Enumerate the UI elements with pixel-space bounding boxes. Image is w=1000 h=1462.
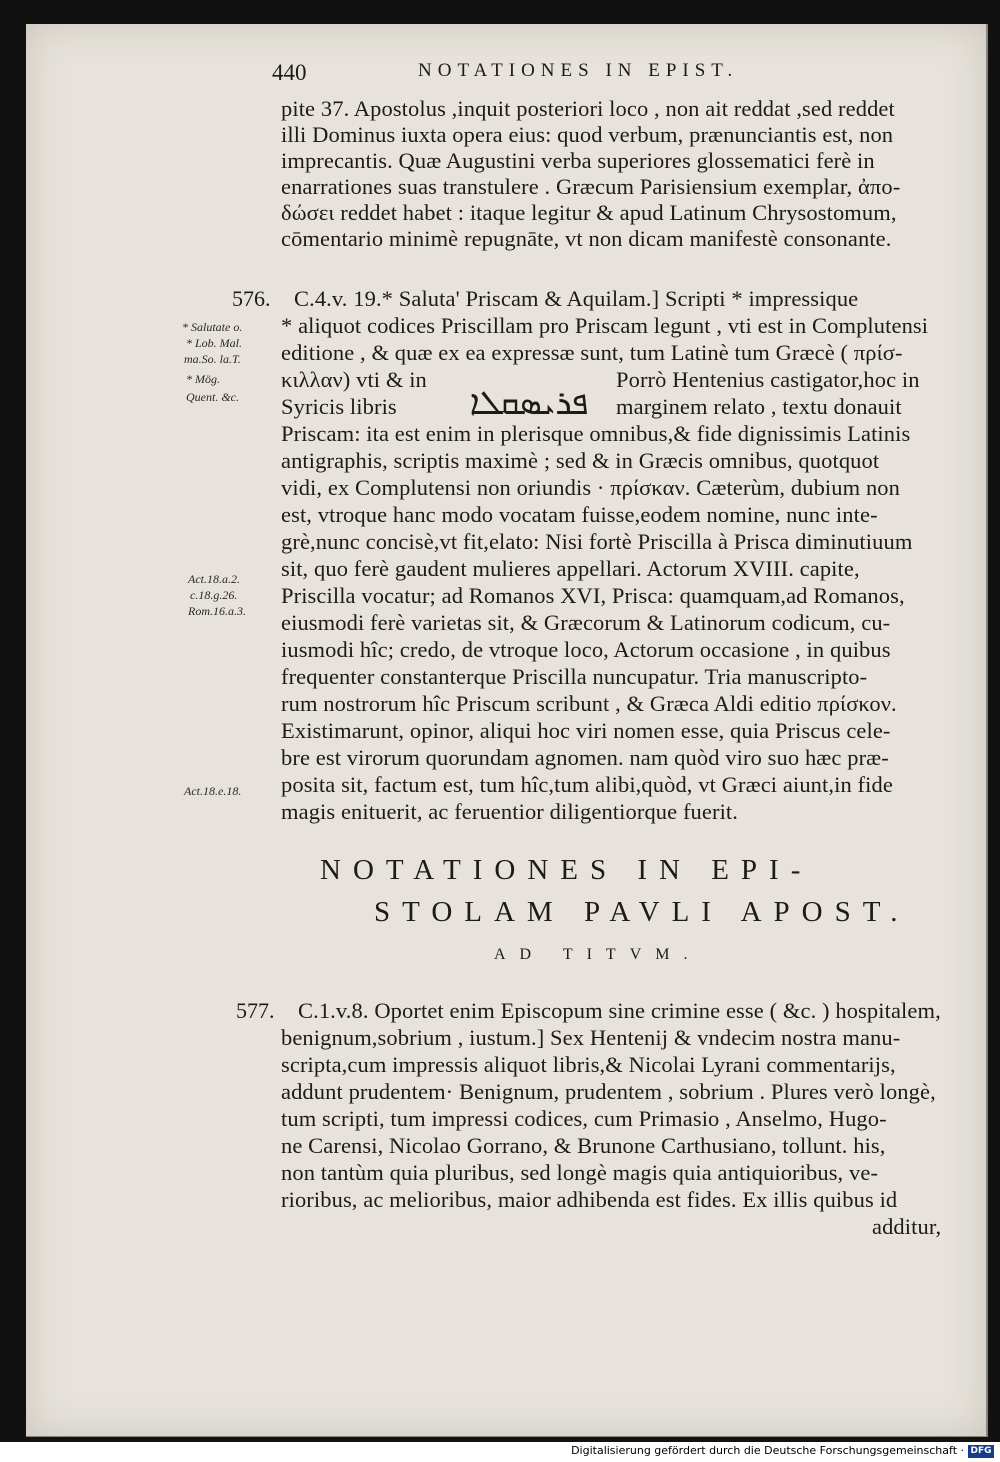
text-line: antigraphis, scriptis maximè ; sed & in Græcis omnibus, quotquot	[281, 448, 880, 473]
text-line: tum scripti, tum impressi codices, cum Primasio , Anselmo, Hugo-	[281, 1106, 887, 1131]
text-line: marginem relato , textu donauit	[616, 394, 902, 419]
marginal-note: ma.So. la.T.	[184, 352, 241, 366]
text-line: eiusmodi ferè varietas sit, & Græcorum & Latinorum codicum, cu-	[281, 610, 891, 635]
text-line: κιλλαν) vti & in	[281, 367, 427, 392]
text-line: Syricis libris	[281, 394, 397, 419]
text-line: * aliquot codices Priscillam pro Priscam legunt , vti est in Complutensi	[281, 313, 929, 338]
text-line: benignum,sobrium , iustum.] Sex Hentenij & vndecim nostra manu-	[281, 1025, 901, 1050]
marginal-note: * Salutate o.	[182, 320, 243, 334]
syriac-text: ܦܪܝܣܩܠܐ	[469, 383, 589, 423]
text-line: iusmodi hîc; credo, de vtroque loco, Actorum occasione , in quibus	[281, 637, 891, 662]
text-line: non tantùm quia pluribus, sed longè magis quia antiquioribus, ve-	[281, 1160, 879, 1185]
text-line: illi Dominus iuxta opera eius: quod verbum, prænunciantis est, non	[281, 122, 894, 147]
text-line: δώσει reddet habet : itaque legitur & apud Latinum Chrysostomum,	[281, 200, 897, 225]
book-page	[26, 24, 988, 1437]
text-line: Porrò Hentenius castigator,hoc in	[616, 367, 920, 392]
text-line: C.4.v. 19.* Saluta' Priscam & Aquilam.] Scripti * impressique	[294, 286, 859, 311]
text-line: addunt prudentem· Benignum, prudentem , sobrium . Plures verò longè,	[281, 1079, 936, 1104]
text-line: ne Carensi, Nicolao Gorrano, & Brunone Carthusiano, tollunt. his,	[281, 1133, 886, 1158]
marginal-note: Rom.16.a.3.	[188, 604, 246, 618]
note-number: 576.	[232, 286, 271, 311]
text-line: enarrationes suas transtulere . Græcum Parisiensium exemplar, ἀπο-	[281, 174, 901, 199]
text-line: C.1.v.8. Oportet enim Episcopum sine crimine esse ( &c. ) hospitalem,	[298, 998, 941, 1023]
text-line: rioribus, ac melioribus, maior adhibenda est fides. Ex illis quibus id	[281, 1187, 898, 1212]
text-line: imprecantis. Quæ Augustini verba superiores glossematici ferè in	[281, 148, 875, 173]
syriac-word	[439, 378, 619, 426]
marginal-note: Quent. &c.	[186, 390, 239, 404]
text-line: pite 37. Apostolus ,inquit posteriori loco , non ait reddat ,sed reddet	[281, 96, 895, 121]
text-line: editione , & quæ ex ea expressæ sunt, tum Latinè tum Græcè ( πρίσ-	[281, 340, 903, 365]
text-line: Priscilla vocatur; ad Romanos XVI, Prisca: quamquam,ad Romanos,	[281, 583, 905, 608]
running-title: NOTATIONES IN EPIST.	[418, 60, 739, 81]
text-line: frequenter constanterque Priscilla nuncupatur. Tria manuscripto-	[281, 664, 868, 689]
text-line: magis enituerit, ac feruentior diligentiorque fuerit.	[281, 799, 739, 824]
dfg-logo: DFG	[968, 1445, 994, 1458]
footer-bar	[0, 1442, 1000, 1462]
marginal-note: c.18.g.26.	[190, 588, 238, 602]
text-line: grè,nunc concisè,vt fit,elato: Nisi fortè Priscilla à Prisca diminutiuum	[281, 529, 913, 554]
text-line: posita sit, factum est, tum hîc,tum alibi,quòd, vt Græci aiunt,in fide	[281, 772, 893, 797]
text-line: vidi, ex Complutensi non oriundis · πρίσκαν. Cæterùm, dubium non	[281, 475, 901, 500]
text-line: scripta,cum impressis aliquot libris,& Nicolai Lyrani commentarijs,	[281, 1052, 896, 1077]
marginal-note: Act.18.e.18.	[184, 784, 242, 798]
marginal-note: * Mög.	[186, 372, 220, 386]
text-line: cōmentario minimè repugnāte, vt non dicam manifestè consonante.	[281, 226, 892, 251]
catchword: additur,	[872, 1214, 942, 1239]
marginal-note: Act.18.a.2.	[188, 572, 240, 586]
marginal-note: * Lob. Mal.	[186, 336, 243, 350]
text-line: Priscam: ita est enim in plerisque omnibus,& fide dignissimis Latinis	[281, 421, 911, 446]
section-heading: NOTATIONES IN EPI-	[320, 854, 813, 886]
text-line: bre est virorum quorundam agnomen. nam quòd viro suo hæc præ-	[281, 745, 889, 770]
note-number: 577.	[236, 998, 275, 1023]
funding-credit: Digitalisierung gefördert durch die Deutsche Forschungsgemeinschaft ·	[571, 1444, 964, 1457]
page-number: 440	[272, 60, 307, 85]
text-line: est, vtroque hanc modo vocatam fuisse,eodem nomine, nunc inte-	[281, 502, 878, 527]
section-subheading: AD TITVM.	[494, 946, 702, 963]
section-heading: STOLAM PAVLI APOST.	[374, 896, 910, 928]
text-line: rum nostrorum hîc Priscum scribunt , & Græca Aldi editio πρίσκον.	[281, 691, 897, 716]
text-line: sit, quo ferè gaudent mulieres appellari. Actorum XVIII. capite,	[281, 556, 860, 581]
text-line: Existimarunt, opinor, aliqui hoc viri nomen esse, quia Priscus cele-	[281, 718, 891, 743]
